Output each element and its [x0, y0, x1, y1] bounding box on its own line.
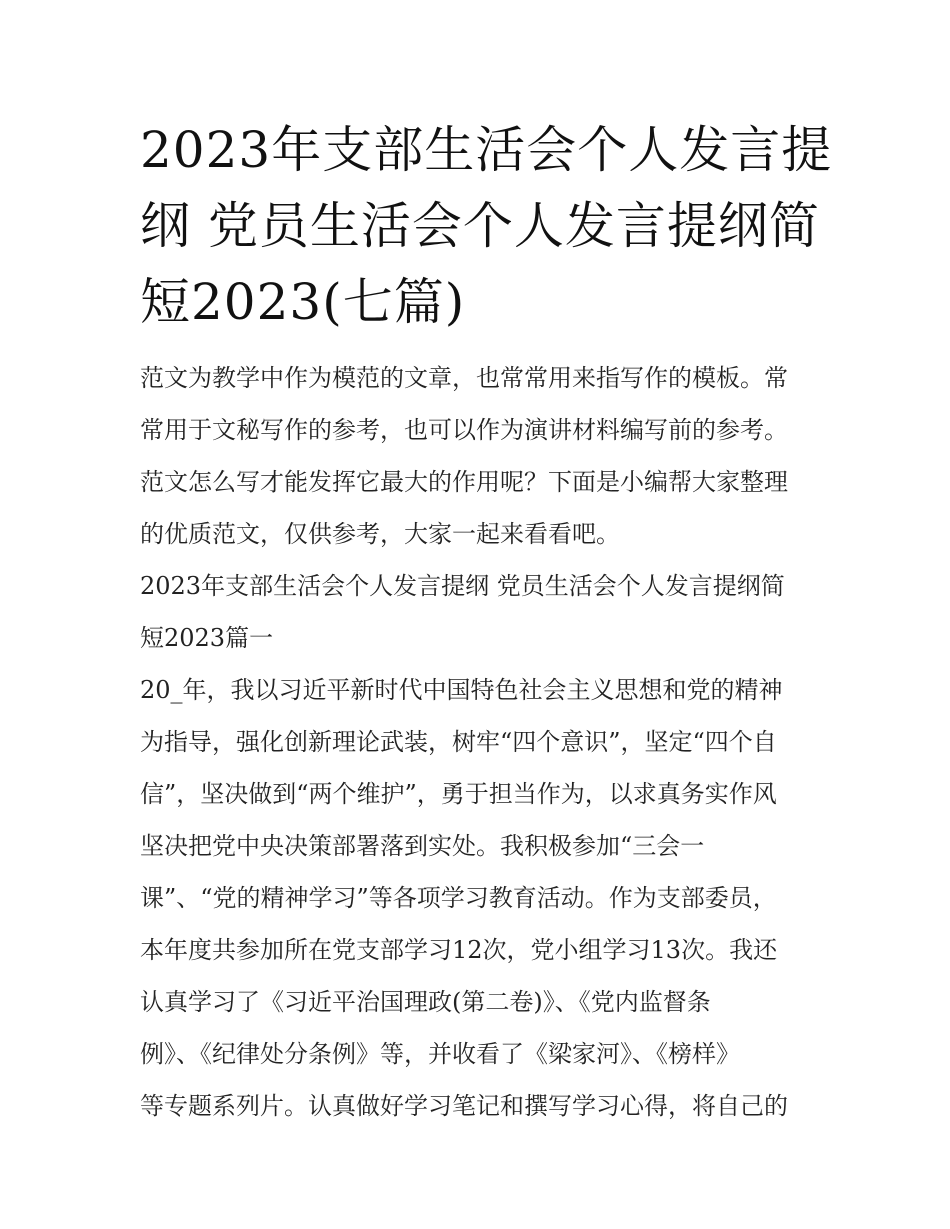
body-line: 坚决把党中央决策部署落到实处。我积极参加“三会一: [140, 832, 705, 860]
section-heading-line: 短2023篇一: [140, 624, 274, 652]
body-line: 等专题系列片。认真做好学习笔记和撰写学习心得，将自己的: [140, 1092, 788, 1120]
body-line: 为指导，强化创新理论武装，树牢“四个意识”，坚定“四个自: [140, 728, 777, 756]
body-line: 信”，坚决做到“两个维护”，勇于担当作为，以求真务实作风: [140, 780, 777, 808]
body-line: 本年度共参加所在党支部学习12次，党小组学习13次。我还: [140, 936, 778, 964]
title-line-3: 短2023(七篇): [140, 273, 466, 331]
document-body: [140, 352, 830, 1132]
document-title: [140, 112, 833, 340]
section-heading-line: 2023年支部生活会个人发言提纲 党员生活会个人发言提纲简: [140, 572, 785, 600]
body-line: 常用于文秘写作的参考，也可以作为演讲材料编写前的参考。: [140, 416, 788, 444]
body-line: 20_年，我以习近平新时代中国特色社会主义思想和党的精神: [140, 676, 783, 704]
body-line: 例》、《纪律处分条例》等，并收看了《梁家河》、《榜样》: [140, 1040, 740, 1068]
body-line: 范文怎么写才能发挥它最大的作用呢？下面是小编帮大家整理: [140, 468, 788, 496]
title-line-2: 纲 党员生活会个人发言提纲简: [140, 197, 820, 255]
body-line: 范文为教学中作为模范的文章，也常常用来指写作的模板。常: [140, 364, 788, 392]
body-line: 课”、“党的精神学习”等各项学习教育活动。作为支部委员，: [140, 884, 777, 912]
body-line: 的优质范文，仅供参考，大家一起来看看吧。: [140, 520, 620, 548]
body-line: 认真学习了《习近平治国理政(第二卷)》、《党内监督条: [140, 988, 711, 1016]
title-line-1: 2023年支部生活会个人发言提: [140, 121, 833, 179]
